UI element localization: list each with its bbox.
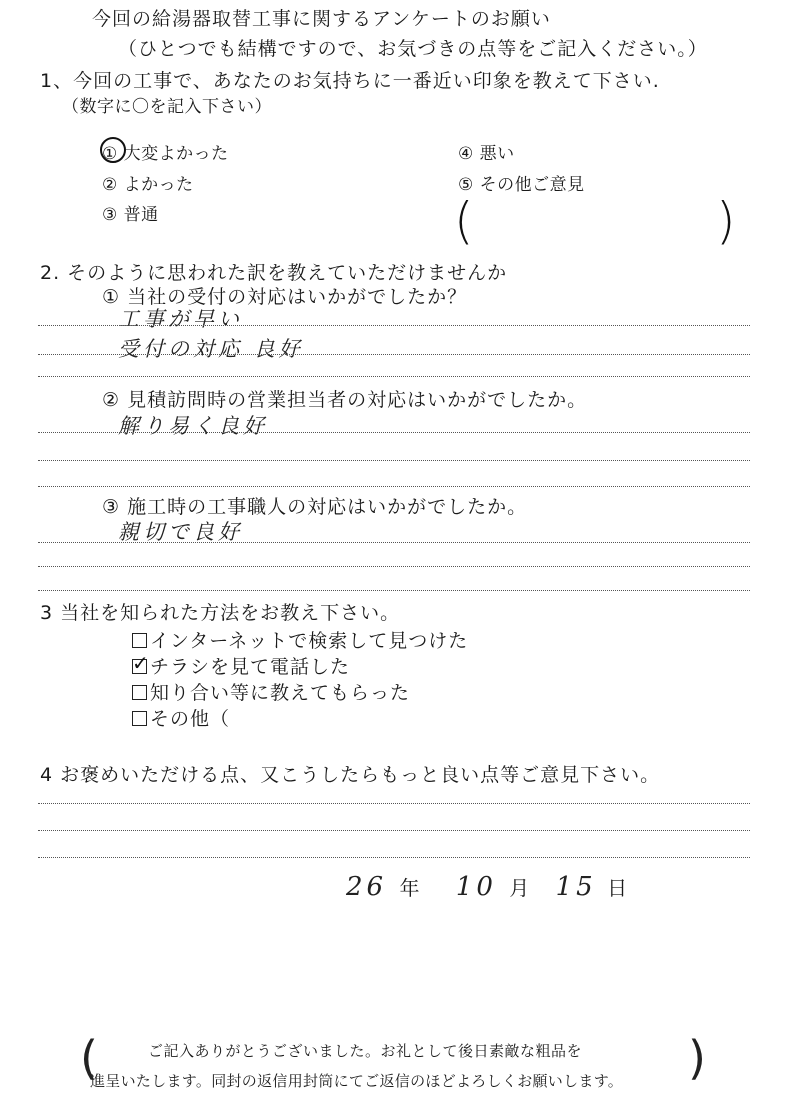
q1-instruction: （数字に〇を記入下さい） [62,97,272,117]
q1-option-3-num: ③ [102,205,118,225]
answer-line [38,460,750,461]
q2-question: 2. そのように思われた訳を教えていただけませんか [40,262,508,284]
checkbox-flyer[interactable] [132,651,150,675]
q3-question: 3 当社を知られた方法をお教え下さい。 [40,602,401,624]
footer-bracket-close: ) [688,1031,706,1085]
q1-option-4-num: ④ [458,144,474,164]
q2-sub1-label: ① 当社の受付の対応はいかがでしたか？ [102,286,468,308]
answer-line [38,325,750,326]
answer-line [38,566,750,567]
q3-option-referral[interactable] [132,678,410,705]
answer-line [38,486,750,487]
footer-line-2: 進呈いたします。同封の返信用封筒にてご返信のほどよろしくお願いします。 [90,1072,624,1090]
date-year: 26 [346,872,388,902]
q1-option-2-label: よかった [123,175,194,195]
q1-option-3-label: 普通 [123,205,159,225]
date-field[interactable] [346,872,627,902]
checkbox-other[interactable] [132,711,147,726]
survey-title: 今回の給湯器取替工事に関するアンケートのお願い [92,8,551,30]
q1-option-2-num: ② [102,175,118,195]
q1-other-paren-open: ( [454,192,474,250]
q2-sub1-answer-2[interactable]: 受付の対応 良好 [118,337,304,361]
footer-bracket-open: ( [80,1031,98,1085]
q2-sub3-answer-1[interactable]: 親切で良好 [118,520,243,544]
q1-option-2[interactable] [102,170,194,195]
footer-line-1: ご記入ありがとうございました。お礼として後日素敵な粗品を [148,1042,583,1060]
survey-subtitle: （ひとつでも結構ですので、お気づきの点等をご記入ください。） [118,38,708,60]
answer-line [38,432,750,433]
q1-option-1-num: ① [102,144,118,164]
q1-option-1[interactable] [102,139,229,164]
q2-sub2-answer-1[interactable]: 解り易く良好 [118,414,268,438]
q1-option-5[interactable] [458,170,585,195]
q3-option-flyer-label: チラシを見て電話した [150,656,351,678]
date-day-unit: 日 [607,876,628,900]
q3-option-internet-label: インターネットで検索して見つけた [150,630,469,652]
q3-option-other[interactable] [132,704,230,731]
answer-line [38,830,750,831]
date-month-unit: 月 [509,876,530,900]
checkbox-referral[interactable] [132,685,147,700]
answer-line [38,542,750,543]
q1-option-3[interactable] [102,200,159,225]
date-day: 15 [555,872,597,902]
q3-option-flyer[interactable] [132,652,350,679]
q4-question: 4 お褒めいただける点、又こうしたらもっと良い点等ご意見下さい。 [40,764,661,786]
q1-option-1-label: 大変よかった [123,144,229,164]
check-mark-icon: ✓ [132,651,150,675]
answer-line [38,354,750,355]
q1-option-5-label: その他ご意見 [479,175,585,195]
q3-option-internet[interactable] [132,626,468,653]
date-year-unit: 年 [399,876,420,900]
q1-option-4-label: 悪い [479,144,515,164]
answer-line [38,803,750,804]
answer-line [38,376,750,377]
q1-question: 1、今回の工事で、あなたのお気持ちに一番近い印象を教えて下さい. [40,70,660,92]
answer-line [38,857,750,858]
q3-option-other-label: その他（ [150,708,231,730]
q2-sub1-answer-1[interactable]: 工事が早い [118,307,243,331]
q2-sub2-label: ② 見積訪問時の営業担当者の対応はいかがでしたか。 [102,389,588,411]
q2-sub3-label: ③ 施工時の工事職人の対応はいかがでしたか。 [102,496,528,518]
checkbox-internet[interactable] [132,633,147,648]
q1-other-paren-close: ) [716,192,736,250]
q1-option-4[interactable] [458,139,515,164]
answer-line [38,590,750,591]
q3-option-referral-label: 知り合い等に教えてもらった [150,682,411,704]
q1-option-5-num: ⑤ [458,175,474,195]
date-month: 10 [455,872,497,902]
